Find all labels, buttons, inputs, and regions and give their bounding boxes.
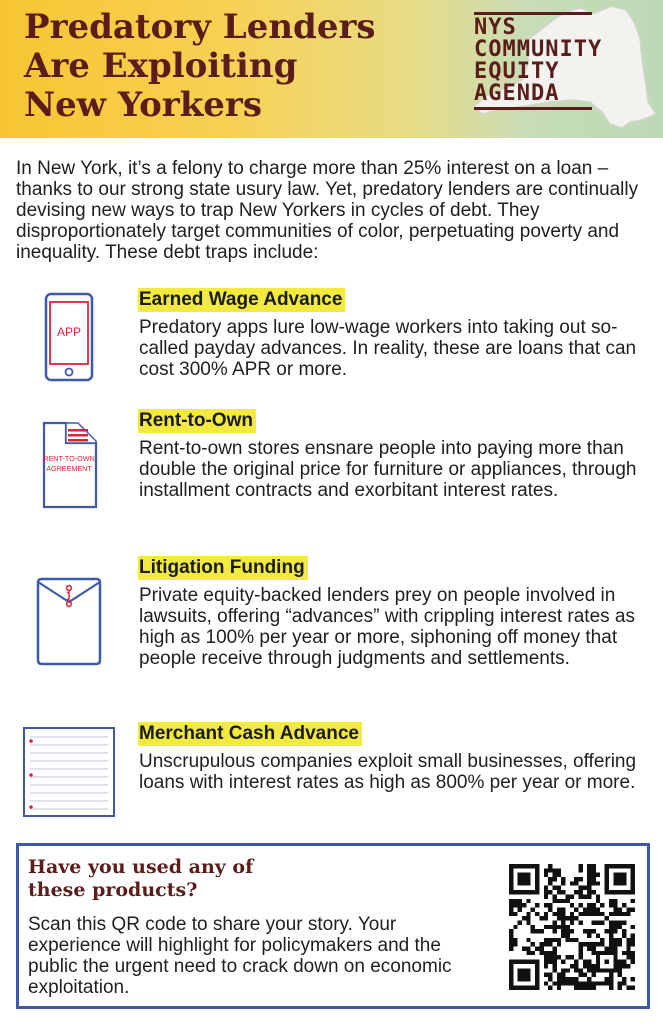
page-title	[24, 8, 424, 125]
logo-line-4: AGENDA	[474, 81, 560, 106]
item-description: Predatory apps lure low-wage workers into taking out so-called payday advances. In reality, these are loans that can cost 300% APR or more.	[139, 317, 637, 380]
cta-heading-line-1: Have you used any of	[28, 856, 254, 878]
title-line-3: New Yorkers	[24, 85, 262, 125]
intro-paragraph: In New York, it’s a felony to charge more than 25% interest on a loan – thanks to our strong state usury law. Yet, predatory lenders are continually devising new ways to trap New Yorkers in cycles of debt. They disproportionately target communities of color, perpetuating poverty and inequality. These debt traps include:	[16, 158, 639, 263]
logo-line-1: NYS	[474, 15, 517, 40]
title-line-1: Predatory Lenders	[24, 7, 376, 47]
item-description: Rent-to-own stores ensnare people into paying more than double the original price for furniture or appliances, through installment contracts and exorbitant interest rates.	[139, 438, 637, 501]
cta-heading-line-2: these products?	[28, 879, 198, 901]
agreement-label-line-2: AGREEMENT	[46, 464, 92, 473]
agreement-document-icon	[38, 419, 100, 513]
logo-line-2: COMMUNITY	[474, 37, 603, 62]
item-description: Private equity-backed lenders prey on people involved in lawsuits, offering “advances” with crippling interest rates as high as 100% per year or more, siphoning off money that people receive through judgments and settlements.	[139, 585, 635, 669]
title-line-2: Are Exploiting	[24, 46, 298, 86]
cta-heading	[28, 856, 328, 902]
item-title: Litigation Funding	[138, 556, 308, 580]
qr-code-icon[interactable]	[509, 864, 635, 990]
item-title: Rent-to-Own	[138, 409, 256, 433]
item-title: Merchant Cash Advance	[138, 722, 362, 746]
logo-rule-bottom	[474, 107, 592, 110]
logo-line-3: EQUITY	[474, 59, 560, 84]
item-title: Earned Wage Advance	[138, 288, 345, 312]
ledger-paper-icon	[22, 726, 116, 818]
header-banner	[0, 0, 663, 138]
cta-description: Scan this QR code to share your story. Your experience will highlight for policymakers and the public the urgent need to crack down on economic exploitation.	[28, 914, 452, 998]
phone-app-label: APP	[56, 325, 82, 339]
phone-app-icon	[44, 292, 94, 382]
share-story-box	[16, 843, 650, 1009]
item-description: Unscrupulous companies exploit small businesses, offering loans with interest rates as high as 800% per year or more.	[139, 751, 637, 793]
envelope-icon	[34, 576, 104, 668]
agreement-label-line-1: RENT-TO-OWN	[43, 454, 95, 463]
organization-logo	[474, 10, 602, 112]
